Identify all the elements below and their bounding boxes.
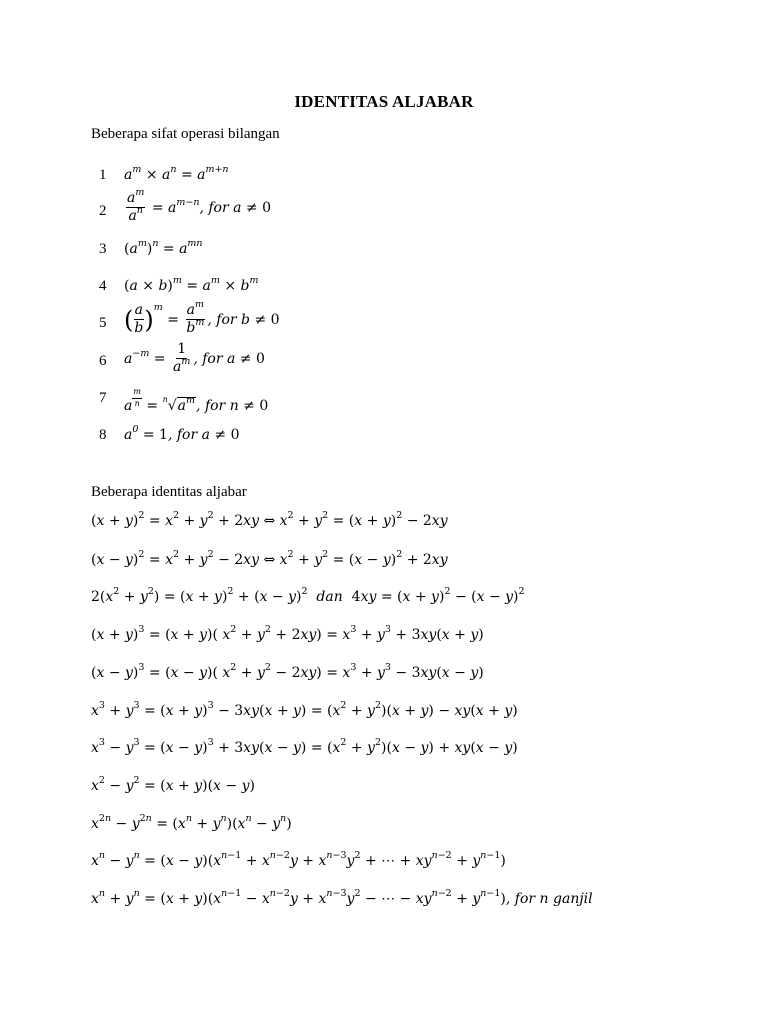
property-number: 7 [99, 390, 107, 406]
property-formula: $a^0 = 1$, for a ≠ 0 [124, 424, 240, 443]
property-number: 6 [99, 353, 107, 369]
property-number: 3 [99, 241, 107, 257]
properties-intro: Beberapa sifat operasi bilangan [91, 126, 280, 142]
property-formula: $a^m \times a^n = a^{m+n}$ [124, 164, 229, 183]
property-formula: $(a \times b)^m = a^m \times b^m$ [124, 275, 259, 294]
property-number: 4 [99, 278, 107, 294]
property-formula: $\frac{a^m}{a^n}$ = $a^{m-n}$, for a ≠ 0 [127, 187, 271, 225]
identity-line-6: $x^3 + y^3 = (x + y)^3 - 3xy(x + y) = (x^2 + y^2)(x + y) - xy(x + y)$ [91, 700, 518, 719]
identity-line-10: $x^n - y^n = (x - y)(x^{n-1} + x^{n-2}y + x^{n-3}y^2$ + ⋯ + $xy^{n-2} + y^{n-1}$) [91, 850, 506, 869]
property-number: 5 [99, 315, 107, 331]
identity-line-5: $(x - y)^3 = (x - y)$( $x^2 + y^2 - 2xy) = x^3 + y^3 - 3xy(x - y)$ [91, 662, 484, 681]
identities-intro: Beberapa identitas aljabar [91, 484, 247, 500]
property-number: 2 [99, 203, 107, 219]
property-formula: $(a^m)^n = a^{mn}$ [124, 238, 203, 257]
identity-line-8: $x^2 - y^2 = (x + y)(x - y)$ [91, 775, 255, 794]
identity-line-9: $x^{2n} - y^{2n} = (x^n + y^n)(x^n - y^n)$ [91, 813, 292, 832]
property-number: 1 [99, 167, 107, 183]
property-formula: $a^{-m}$ = $\frac{1}{a^m}$ , for a ≠ 0 [124, 341, 265, 376]
document-title: IDENTITAS ALJABAR [294, 92, 474, 111]
identity-line-1: $(x + y)^2 = x^2 + y^2 + 2xy$ ⇔ $x^2 + y^2 = (x + y)^2 - 2xy$ [91, 510, 448, 529]
property-number: 8 [99, 427, 107, 443]
identity-line-2: $(x - y)^2 = x^2 + y^2 - 2xy$ ⇔ $x^2 + y^2 = (x - y)^2 + 2xy$ [91, 549, 448, 568]
property-formula: ( $\frac{a}{b}$ )$^m$ = $\frac{a^m}{b^m}$ , for b ≠ 0 [124, 299, 280, 337]
identity-line-7: $x^3 - y^3 = (x - y)^3 + 3xy(x - y) = (x^2 + y^2)(x - y) + xy(x - y)$ [91, 737, 518, 756]
identity-line-11: $x^n + y^n = (x + y)(x^{n-1} - x^{n-2}y + x^{n-3}y^2$ − ⋯ − $xy^{n-2} + y^{n-1}$), for n ganjil [91, 888, 593, 907]
identity-line-3: $2(x^2 + y^2) = (x + y)^2 + (x - y)^2$ dan $4xy = (x + y)^2 - (x - y)^2$ [91, 586, 525, 605]
identity-line-4: $(x + y)^3 = (x + y)$( $x^2 + y^2 + 2xy) = x^3 + y^3 + 3xy(x + y)$ [91, 624, 484, 643]
property-formula: a $^{\frac{m}{n}}$ = $^n√a^m$, for n ≠ 0 [124, 387, 269, 414]
